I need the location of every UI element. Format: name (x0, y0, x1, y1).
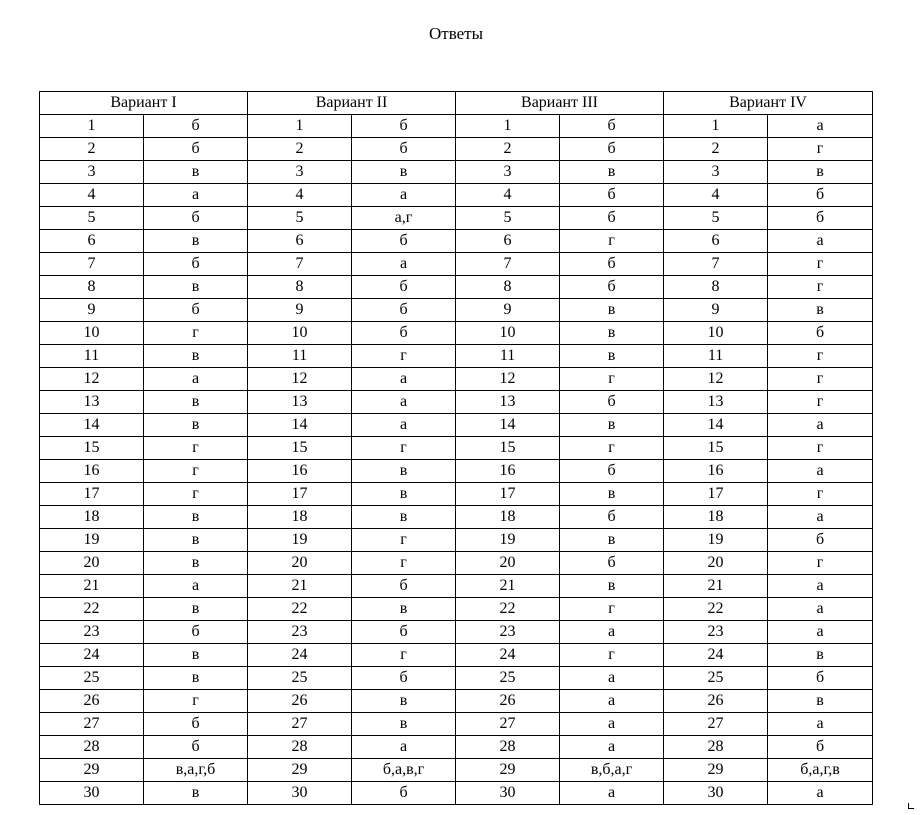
answer-cell: в (144, 414, 248, 437)
question-number: 3 (248, 161, 352, 184)
answer-cell: г (560, 437, 664, 460)
answer-cell: а (768, 621, 873, 644)
answer-cell: в (768, 690, 873, 713)
answer-cell: г (768, 138, 873, 161)
question-number: 28 (664, 736, 768, 759)
question-number: 26 (248, 690, 352, 713)
question-number: 18 (248, 506, 352, 529)
answer-cell: б (768, 529, 873, 552)
answer-cell: в (560, 322, 664, 345)
question-number: 5 (456, 207, 560, 230)
header-row (40, 92, 873, 115)
question-number: 18 (664, 506, 768, 529)
answer-cell: в (144, 552, 248, 575)
question-number: 14 (664, 414, 768, 437)
question-number: 15 (664, 437, 768, 460)
question-number: 13 (456, 391, 560, 414)
table-row (40, 368, 873, 391)
question-number: 22 (664, 598, 768, 621)
answer-cell: а (768, 414, 873, 437)
question-number: 4 (40, 184, 144, 207)
answer-cell: г (768, 483, 873, 506)
question-number: 16 (664, 460, 768, 483)
answer-cell: в (144, 529, 248, 552)
answer-cell: г (352, 437, 456, 460)
answer-cell: б (352, 575, 456, 598)
question-number: 11 (40, 345, 144, 368)
answer-cell: а (768, 713, 873, 736)
question-number: 14 (456, 414, 560, 437)
answer-cell: г (768, 437, 873, 460)
answer-cell: в (144, 782, 248, 805)
answer-cell: в (144, 598, 248, 621)
answer-cell: б (352, 230, 456, 253)
question-number: 30 (40, 782, 144, 805)
question-number: 26 (664, 690, 768, 713)
answer-cell: г (144, 322, 248, 345)
question-number: 6 (664, 230, 768, 253)
question-number: 24 (40, 644, 144, 667)
answer-cell: б (560, 115, 664, 138)
table-row (40, 782, 873, 805)
question-number: 10 (40, 322, 144, 345)
question-number: 9 (248, 299, 352, 322)
answer-cell: а (768, 598, 873, 621)
question-number: 28 (248, 736, 352, 759)
question-number: 16 (248, 460, 352, 483)
question-number: 29 (248, 759, 352, 782)
question-number: 17 (664, 483, 768, 506)
variant-header: Вариант IV (664, 92, 873, 115)
answer-cell: в (560, 414, 664, 437)
answer-cell: в,б,а,г (560, 759, 664, 782)
answer-cell: б (768, 736, 873, 759)
question-number: 1 (248, 115, 352, 138)
answer-cell: г (144, 483, 248, 506)
question-number: 15 (40, 437, 144, 460)
question-number: 19 (248, 529, 352, 552)
variant-header: Вариант III (456, 92, 664, 115)
question-number: 19 (40, 529, 144, 552)
question-number: 26 (456, 690, 560, 713)
question-number: 22 (248, 598, 352, 621)
question-number: 21 (456, 575, 560, 598)
table-row (40, 253, 873, 276)
answer-cell: б (560, 506, 664, 529)
answer-cell: г (352, 644, 456, 667)
question-number: 1 (456, 115, 560, 138)
question-number: 24 (248, 644, 352, 667)
answer-cell: б (144, 253, 248, 276)
question-number: 5 (664, 207, 768, 230)
answer-cell: б (352, 115, 456, 138)
answer-cell: в (144, 506, 248, 529)
answer-cell: б (560, 138, 664, 161)
answer-cell: а (144, 575, 248, 598)
table-row (40, 598, 873, 621)
question-number: 13 (248, 391, 352, 414)
table-row (40, 437, 873, 460)
question-number: 22 (456, 598, 560, 621)
table-row (40, 322, 873, 345)
answer-cell: а (352, 736, 456, 759)
question-number: 17 (456, 483, 560, 506)
question-number: 27 (456, 713, 560, 736)
question-number: 29 (456, 759, 560, 782)
question-number: 21 (248, 575, 352, 598)
question-number: 1 (664, 115, 768, 138)
answer-cell: а (768, 782, 873, 805)
answer-cell: в,а,г,б (144, 759, 248, 782)
question-number: 21 (40, 575, 144, 598)
answer-cell: г (768, 391, 873, 414)
answer-cell: г (560, 598, 664, 621)
question-number: 13 (664, 391, 768, 414)
answer-cell: в (144, 391, 248, 414)
table-row (40, 138, 873, 161)
table-row (40, 115, 873, 138)
answer-cell: б (352, 667, 456, 690)
question-number: 2 (40, 138, 144, 161)
table-row (40, 230, 873, 253)
answer-cell: б (768, 667, 873, 690)
table-row (40, 644, 873, 667)
question-number: 27 (664, 713, 768, 736)
question-number: 14 (40, 414, 144, 437)
question-number: 20 (40, 552, 144, 575)
question-number: 16 (456, 460, 560, 483)
table-row (40, 161, 873, 184)
answer-cell: б (560, 184, 664, 207)
question-number: 9 (40, 299, 144, 322)
question-number: 29 (664, 759, 768, 782)
question-number: 15 (456, 437, 560, 460)
answer-cell: а (768, 506, 873, 529)
question-number: 17 (40, 483, 144, 506)
question-number: 19 (664, 529, 768, 552)
answer-cell: г (352, 345, 456, 368)
question-number: 24 (664, 644, 768, 667)
answer-cell: в (352, 598, 456, 621)
question-number: 10 (456, 322, 560, 345)
question-number: 12 (40, 368, 144, 391)
answer-cell: в (144, 345, 248, 368)
question-number: 12 (664, 368, 768, 391)
answer-cell: а (144, 368, 248, 391)
answer-cell: б (352, 299, 456, 322)
answer-cell: в (768, 644, 873, 667)
question-number: 30 (664, 782, 768, 805)
question-number: 27 (248, 713, 352, 736)
answer-cell: а (560, 782, 664, 805)
answer-cell: г (144, 437, 248, 460)
question-number: 25 (248, 667, 352, 690)
answer-cell: г (768, 345, 873, 368)
question-number: 25 (456, 667, 560, 690)
question-number: 11 (248, 345, 352, 368)
answer-cell: а (768, 230, 873, 253)
variant-header: Вариант II (248, 92, 456, 115)
question-number: 5 (40, 207, 144, 230)
table-row (40, 276, 873, 299)
question-number: 23 (248, 621, 352, 644)
answer-cell: а (560, 736, 664, 759)
answer-cell: б (144, 713, 248, 736)
answer-cell: в (144, 276, 248, 299)
answer-cell: в (768, 299, 873, 322)
answer-cell: б (560, 253, 664, 276)
question-number: 1 (40, 115, 144, 138)
answer-cell: г (144, 690, 248, 713)
answer-cell: г (352, 529, 456, 552)
table-row (40, 552, 873, 575)
table-row (40, 184, 873, 207)
question-number: 11 (664, 345, 768, 368)
answer-cell: б (560, 276, 664, 299)
answer-cell: в (560, 529, 664, 552)
question-number: 22 (40, 598, 144, 621)
answer-cell: б (144, 299, 248, 322)
answer-cell: б (352, 782, 456, 805)
answer-cell: в (352, 690, 456, 713)
answer-cell: а (352, 414, 456, 437)
answer-cell: а (560, 621, 664, 644)
question-number: 2 (664, 138, 768, 161)
question-number: 19 (456, 529, 560, 552)
answer-cell: б (352, 276, 456, 299)
answer-cell: г (768, 368, 873, 391)
question-number: 23 (40, 621, 144, 644)
question-number: 27 (40, 713, 144, 736)
question-number: 26 (40, 690, 144, 713)
table-row (40, 414, 873, 437)
answer-cell: б (352, 621, 456, 644)
answer-cell: б (768, 184, 873, 207)
answer-cell: в (352, 460, 456, 483)
question-number: 17 (248, 483, 352, 506)
answer-cell: в (768, 161, 873, 184)
answer-cell: б (560, 552, 664, 575)
answer-cell: б (144, 115, 248, 138)
answer-cell: б (768, 322, 873, 345)
answer-cell: в (560, 575, 664, 598)
answer-cell: б (144, 138, 248, 161)
answer-cell: а (768, 460, 873, 483)
question-number: 30 (248, 782, 352, 805)
question-number: 6 (40, 230, 144, 253)
question-number: 28 (456, 736, 560, 759)
table-row (40, 736, 873, 759)
answer-cell: а (560, 690, 664, 713)
table-row (40, 529, 873, 552)
answer-cell: г (768, 276, 873, 299)
variant-header: Вариант I (40, 92, 248, 115)
question-number: 20 (664, 552, 768, 575)
table-row (40, 391, 873, 414)
question-number: 18 (40, 506, 144, 529)
answer-cell: в (352, 161, 456, 184)
answer-cell: а (352, 184, 456, 207)
answer-cell: г (352, 552, 456, 575)
question-number: 16 (40, 460, 144, 483)
question-number: 9 (456, 299, 560, 322)
answer-cell: а (352, 368, 456, 391)
question-number: 13 (40, 391, 144, 414)
answer-cell: в (352, 483, 456, 506)
question-number: 3 (456, 161, 560, 184)
table-row (40, 667, 873, 690)
table-row (40, 483, 873, 506)
answer-cell: а (768, 115, 873, 138)
answer-cell: в (144, 667, 248, 690)
answer-cell: б,а,г,в (768, 759, 873, 782)
question-number: 24 (456, 644, 560, 667)
question-number: 21 (664, 575, 768, 598)
answer-cell: б (768, 207, 873, 230)
answer-cell: а (768, 575, 873, 598)
question-number: 7 (456, 253, 560, 276)
table-row (40, 299, 873, 322)
answer-cell: г (144, 460, 248, 483)
answer-cell: б (144, 736, 248, 759)
answer-cell: г (768, 552, 873, 575)
answer-cell: а (352, 253, 456, 276)
answer-cell: б (560, 391, 664, 414)
table-row (40, 621, 873, 644)
answer-cell: г (560, 230, 664, 253)
answers-table (39, 91, 873, 805)
answer-cell: а (352, 391, 456, 414)
question-number: 10 (664, 322, 768, 345)
answer-cell: в (144, 644, 248, 667)
question-number: 8 (456, 276, 560, 299)
question-number: 10 (248, 322, 352, 345)
answer-cell: б,а,в,г (352, 759, 456, 782)
table-row (40, 345, 873, 368)
answer-cell: б (560, 460, 664, 483)
answer-cell: б (144, 207, 248, 230)
answers-body (40, 115, 873, 805)
question-number: 8 (664, 276, 768, 299)
question-number: 8 (40, 276, 144, 299)
answer-cell: в (560, 345, 664, 368)
question-number: 28 (40, 736, 144, 759)
question-number: 14 (248, 414, 352, 437)
answer-cell: а (560, 713, 664, 736)
question-number: 7 (40, 253, 144, 276)
answer-cell: г (560, 644, 664, 667)
question-number: 3 (664, 161, 768, 184)
question-number: 15 (248, 437, 352, 460)
question-number: 7 (248, 253, 352, 276)
question-number: 4 (248, 184, 352, 207)
question-number: 30 (456, 782, 560, 805)
question-number: 7 (664, 253, 768, 276)
question-number: 2 (456, 138, 560, 161)
question-number: 12 (456, 368, 560, 391)
question-number: 25 (40, 667, 144, 690)
answer-cell: а (560, 667, 664, 690)
question-number: 6 (248, 230, 352, 253)
table-row (40, 460, 873, 483)
answer-cell: в (560, 161, 664, 184)
question-number: 23 (456, 621, 560, 644)
question-number: 3 (40, 161, 144, 184)
question-number: 18 (456, 506, 560, 529)
answer-cell: в (144, 161, 248, 184)
question-number: 11 (456, 345, 560, 368)
question-number: 4 (456, 184, 560, 207)
answer-cell: б (144, 621, 248, 644)
answer-cell: в (352, 506, 456, 529)
question-number: 20 (248, 552, 352, 575)
answer-cell: в (560, 483, 664, 506)
table-row (40, 690, 873, 713)
answer-cell: г (768, 253, 873, 276)
corner-mark (908, 803, 914, 809)
table-row (40, 207, 873, 230)
answer-cell: г (560, 368, 664, 391)
answer-cell: в (560, 299, 664, 322)
answer-cell: а (144, 184, 248, 207)
question-number: 9 (664, 299, 768, 322)
answer-cell: б (352, 138, 456, 161)
question-number: 29 (40, 759, 144, 782)
answer-cell: б (352, 322, 456, 345)
table-row (40, 713, 873, 736)
question-number: 20 (456, 552, 560, 575)
question-number: 12 (248, 368, 352, 391)
question-number: 23 (664, 621, 768, 644)
question-number: 2 (248, 138, 352, 161)
table-row (40, 759, 873, 782)
question-number: 5 (248, 207, 352, 230)
table-row (40, 506, 873, 529)
answer-cell: в (352, 713, 456, 736)
answer-cell: а,г (352, 207, 456, 230)
answer-cell: в (144, 230, 248, 253)
page-title: Ответы (428, 24, 484, 43)
question-number: 8 (248, 276, 352, 299)
question-number: 4 (664, 184, 768, 207)
question-number: 25 (664, 667, 768, 690)
table-row (40, 575, 873, 598)
answer-cell: б (560, 207, 664, 230)
question-number: 6 (456, 230, 560, 253)
